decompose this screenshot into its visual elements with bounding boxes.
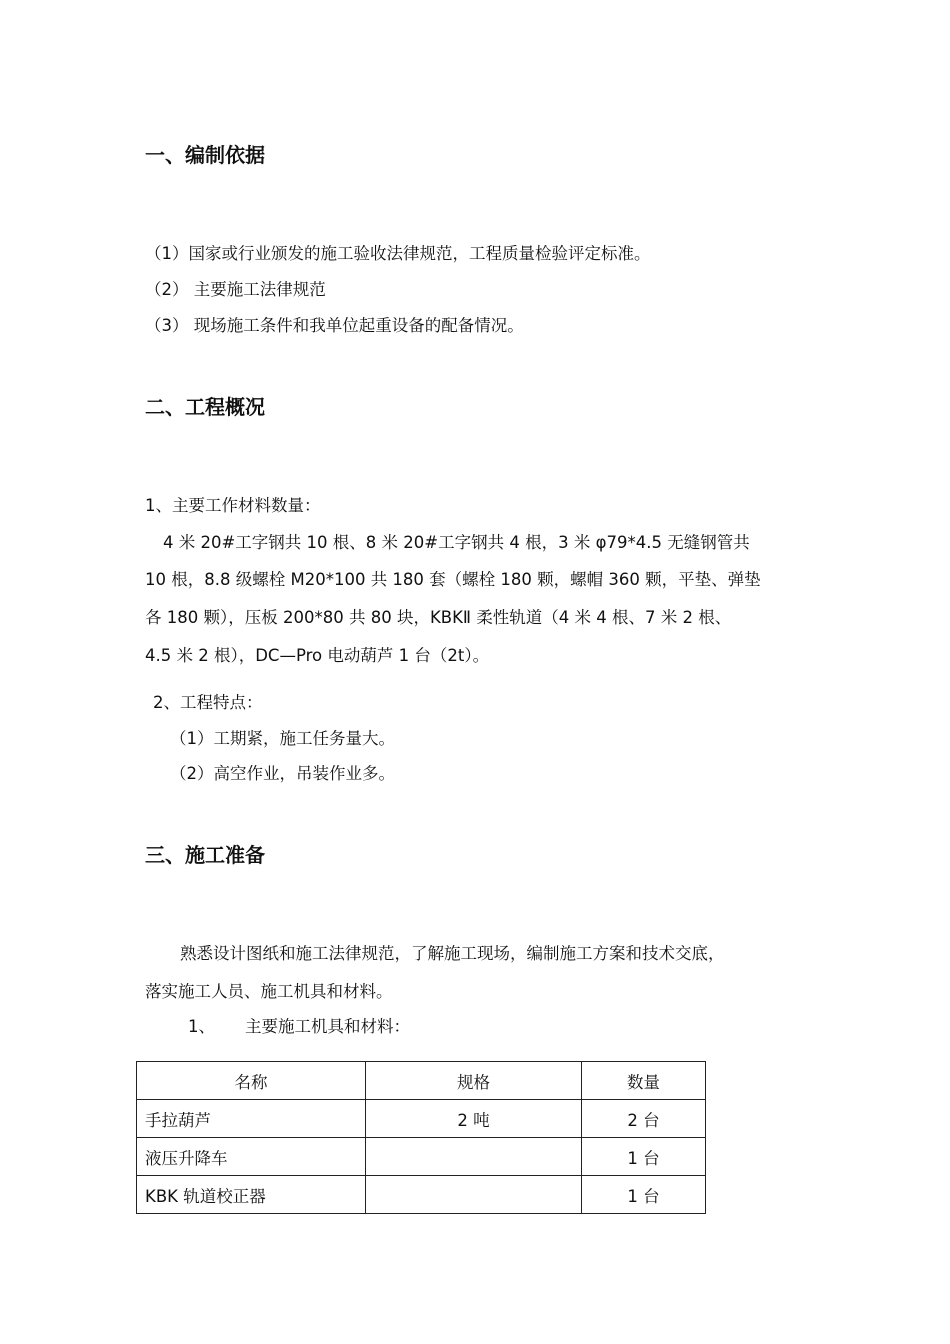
equipment-table — [136, 1061, 706, 1214]
header-name: 名称 — [137, 1062, 366, 1100]
materials-heading: 1、主要工作材料数量： — [145, 496, 321, 515]
materials-line-4: 4.5 米 2 根），DC—Pro 电动葫芦 1 台（2t）。 — [145, 646, 490, 665]
equipment-list-number: 1、 — [188, 1017, 215, 1036]
section-1-item-3: （3） 现场施工条件和我单位起重设备的配备情况。 — [145, 316, 524, 335]
cell-spec — [366, 1138, 582, 1176]
cell-qty: 1 台 — [582, 1176, 706, 1214]
table-row — [137, 1176, 706, 1214]
prep-para-line-2: 落实施工人员、施工机具和材料。 — [145, 982, 393, 1001]
equipment-list-title: 主要施工机具和材料： — [245, 1017, 410, 1036]
table-row — [137, 1100, 706, 1138]
header-spec: 规格 — [366, 1062, 582, 1100]
header-qty: 数量 — [582, 1062, 706, 1100]
cell-spec — [366, 1176, 582, 1214]
cell-name: KBK 轨道校正器 — [137, 1176, 366, 1214]
features-heading: 2、工程特点： — [153, 693, 263, 712]
feature-item-1: （1）工期紧，施工任务量大。 — [170, 729, 395, 748]
section-3-title: 三、施工准备 — [145, 843, 265, 867]
materials-line-1: 4 米 20#工字钢共 10 根、8 米 20#工字钢共 4 根，3 米 φ79*4.5 无缝钢管共 — [163, 533, 750, 552]
materials-line-2: 10 根，8.8 级螺栓 M20*100 共 180 套（螺栓 180 颗，螺帽 360 颗，平垫、弹垫 — [145, 570, 761, 589]
table-header-row — [137, 1062, 706, 1100]
section-1-item-2: （2） 主要施工法律规范 — [145, 280, 326, 299]
prep-para-line-1: 熟悉设计图纸和施工法律规范，了解施工现场，编制施工方案和技术交底， — [180, 944, 725, 963]
section-1-item-1: （1）国家或行业颁发的施工验收法律规范，工程质量检验评定标准。 — [145, 244, 651, 263]
section-2-title: 二、工程概况 — [145, 395, 265, 419]
materials-line-3: 各 180 颗），压板 200*80 共 80 块，KBKⅡ 柔性轨道（4 米 4 根、7 米 2 根、 — [145, 608, 732, 627]
cell-qty: 1 台 — [582, 1138, 706, 1176]
section-1-title: 一、编制依据 — [145, 143, 265, 167]
cell-name: 液压升降车 — [137, 1138, 366, 1176]
cell-spec: 2 吨 — [366, 1100, 582, 1138]
cell-name: 手拉葫芦 — [137, 1100, 366, 1138]
cell-qty: 2 台 — [582, 1100, 706, 1138]
table-row — [137, 1138, 706, 1176]
feature-item-2: （2）高空作业，吊装作业多。 — [170, 764, 395, 783]
